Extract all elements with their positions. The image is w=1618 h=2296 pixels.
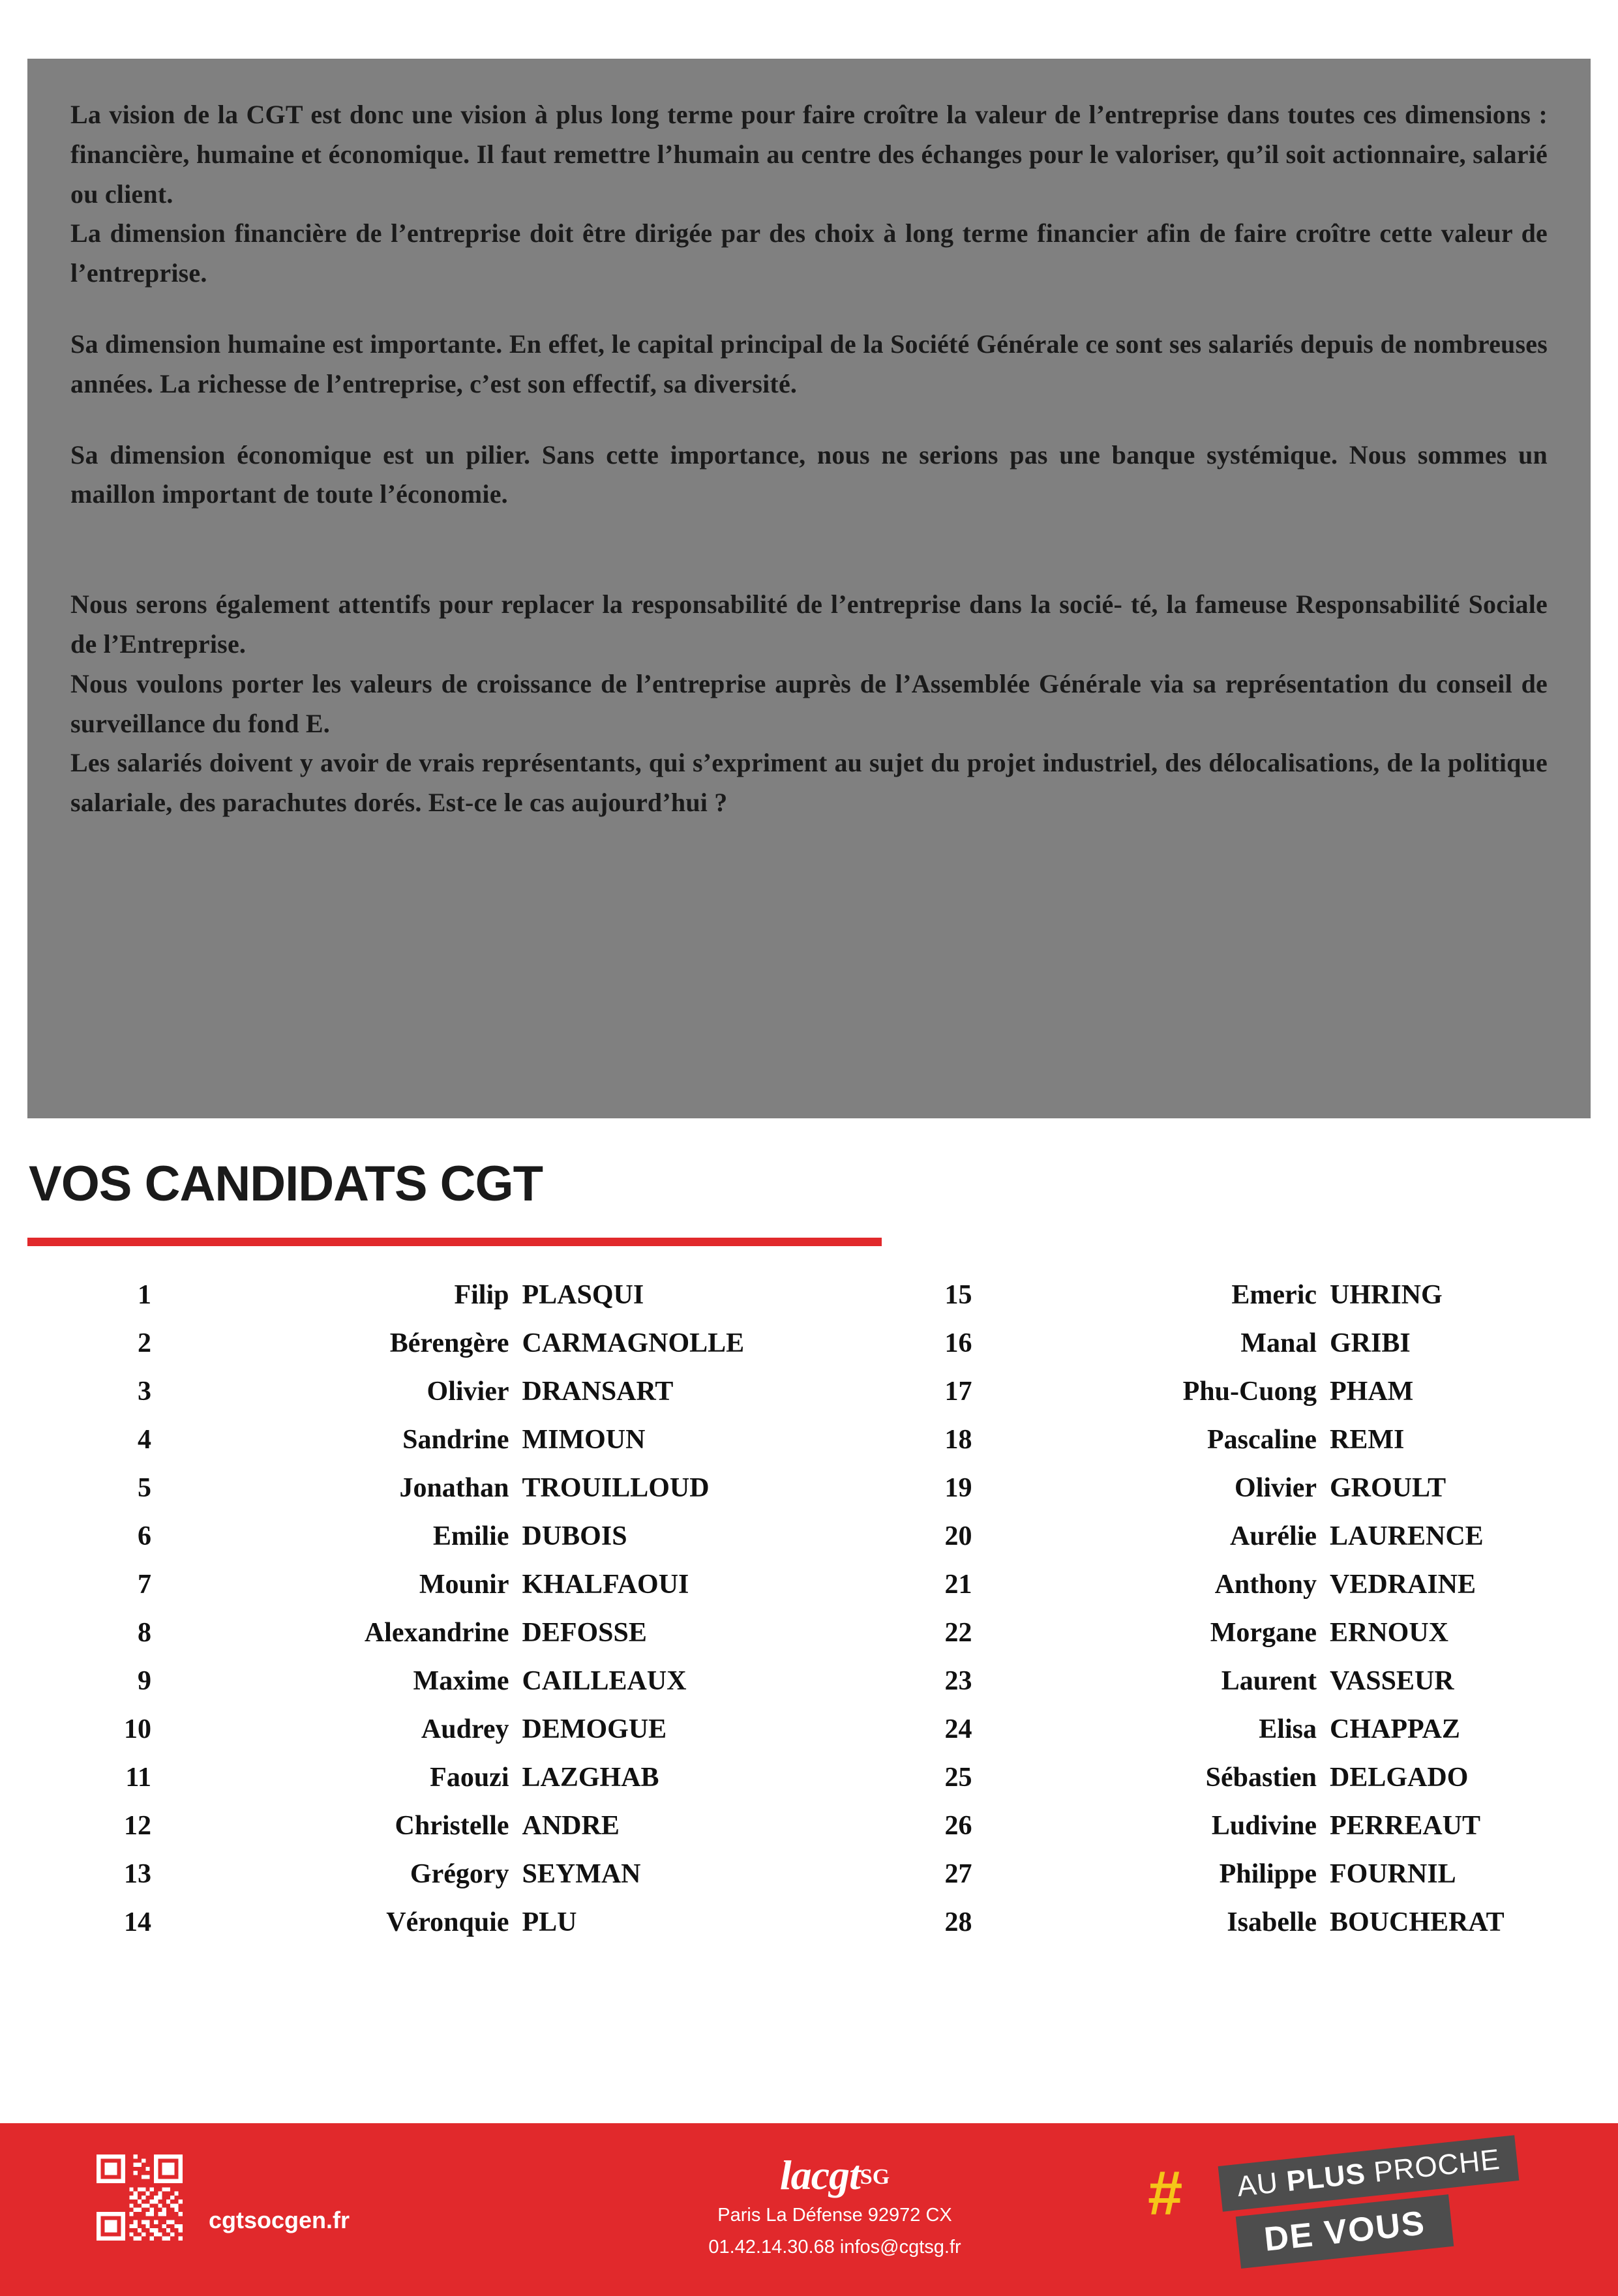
list-item bbox=[27, 1279, 809, 1328]
candidate-firstname: Grégory bbox=[410, 1859, 509, 1889]
candidate-lastname: GROULT bbox=[1330, 1473, 1446, 1503]
candidate-firstname: Emilie bbox=[432, 1521, 509, 1551]
candidate-number: 10 bbox=[124, 1714, 151, 1744]
candidate-firstname: Manal bbox=[1240, 1328, 1317, 1358]
candidate-lastname: LAZGHAB bbox=[522, 1763, 659, 1793]
candidate-number: 9 bbox=[138, 1666, 151, 1696]
candidate-number: 20 bbox=[944, 1521, 972, 1551]
list-item bbox=[27, 1472, 809, 1521]
list-item bbox=[809, 1472, 1591, 1521]
candidate-number: 11 bbox=[125, 1763, 151, 1793]
list-item bbox=[809, 1714, 1591, 1762]
candidate-firstname: Emeric bbox=[1231, 1280, 1317, 1310]
intro-paragraph-5: Nous serons également attentifs pour replacer la responsabilité de l’entreprise dans la socié- té, la fameuse Responsabilité Sociale de l’Entreprise. bbox=[70, 589, 1548, 659]
list-item bbox=[27, 1810, 809, 1858]
candidate-lastname: DEMOGUE bbox=[522, 1714, 667, 1744]
list-item bbox=[27, 1858, 809, 1907]
list-item bbox=[27, 1617, 809, 1665]
list-item bbox=[809, 1810, 1591, 1858]
list-item bbox=[809, 1762, 1591, 1810]
intro-text-block bbox=[27, 59, 1591, 1118]
list-item bbox=[809, 1858, 1591, 1907]
candidate-lastname: CARMAGNOLLE bbox=[522, 1328, 745, 1358]
candidate-lastname: FOURNIL bbox=[1330, 1859, 1456, 1889]
candidate-number: 8 bbox=[138, 1618, 151, 1648]
footer-contact[interactable]: 01.42.14.30.68 infos@cgtsg.fr bbox=[708, 2237, 961, 2258]
slogan-proche: PROCHE bbox=[1364, 2143, 1502, 2190]
list-item bbox=[809, 1569, 1591, 1617]
candidate-lastname: DEFOSSE bbox=[522, 1618, 647, 1648]
list-item bbox=[809, 1424, 1591, 1472]
candidate-firstname: Véronquie bbox=[386, 1907, 509, 1937]
candidate-number: 6 bbox=[138, 1521, 151, 1551]
paragraph-spacer bbox=[70, 514, 1548, 585]
candidate-firstname: Elisa bbox=[1259, 1714, 1317, 1744]
candidate-firstname: Laurent bbox=[1221, 1666, 1317, 1696]
candidate-number: 23 bbox=[944, 1666, 972, 1696]
candidate-lastname: TROUILLOUD bbox=[522, 1473, 710, 1503]
candidate-lastname: PLASQUI bbox=[522, 1280, 644, 1310]
slogan-line-1 bbox=[1218, 2135, 1520, 2211]
logo-cgt-text: cgt bbox=[811, 2152, 860, 2198]
candidate-number: 28 bbox=[944, 1907, 972, 1937]
candidate-number: 4 bbox=[138, 1425, 151, 1455]
candidate-firstname: Bérengère bbox=[389, 1328, 509, 1358]
candidate-firstname: Sandrine bbox=[402, 1425, 509, 1455]
intro-paragraph-4: Sa dimension économique est un pilier. Sans cette importance, nous ne serions pas une banque systémique. Nous sommes un maillon important de toute l’économie. bbox=[70, 440, 1548, 509]
hashtag-icon: # bbox=[1148, 2158, 1183, 2228]
candidates-list bbox=[27, 1279, 1591, 1955]
candidate-firstname: Philippe bbox=[1219, 1859, 1317, 1889]
intro-paragraph-1: La vision de la CGT est donc une vision à plus long terme pour faire croître la valeur de l’entreprise dans toutes ces dimensions : financière, humaine et économique. Il faut remettre l’humain au centre des échanges pour le valoriser, qu’il soit actionnaire, salarié ou client. bbox=[70, 100, 1548, 209]
intro-paragraph-7: Les salariés doivent y avoir de vrais représentants, qui s’expriment au sujet du projet industriel, des délocalisations, de la politique salariale, des parachutes dorés. Est-ce le cas aujourd’hui ? bbox=[70, 748, 1548, 818]
candidate-number: 13 bbox=[124, 1859, 151, 1889]
candidate-lastname: DELGADO bbox=[1330, 1763, 1469, 1793]
footer-website-link[interactable]: cgtsocgen.fr bbox=[209, 2207, 350, 2233]
qr-code-icon[interactable] bbox=[97, 2154, 183, 2241]
candidate-lastname: PERREAUT bbox=[1330, 1811, 1481, 1841]
candidate-firstname: Mounir bbox=[419, 1570, 509, 1600]
candidate-number: 5 bbox=[138, 1473, 151, 1503]
candidate-firstname: Aurélie bbox=[1230, 1521, 1317, 1551]
footer-address: Paris La Défense 92972 CX bbox=[717, 2205, 952, 2226]
candidate-lastname: VASSEUR bbox=[1330, 1666, 1454, 1696]
cgt-logo bbox=[607, 2154, 1063, 2196]
candidate-lastname: LAURENCE bbox=[1330, 1521, 1484, 1551]
list-item bbox=[809, 1328, 1591, 1376]
candidate-firstname: Olivier bbox=[1235, 1473, 1317, 1503]
candidate-lastname: CAILLEAUX bbox=[522, 1666, 687, 1696]
candidate-number: 22 bbox=[944, 1618, 972, 1648]
list-item bbox=[27, 1569, 809, 1617]
candidate-lastname: MIMOUN bbox=[522, 1425, 646, 1455]
candidate-firstname: Audrey bbox=[421, 1714, 509, 1744]
candidate-lastname: REMI bbox=[1330, 1425, 1405, 1455]
candidate-number: 3 bbox=[138, 1377, 151, 1407]
list-item bbox=[27, 1376, 809, 1424]
list-item bbox=[27, 1714, 809, 1762]
candidate-lastname: ERNOUX bbox=[1330, 1618, 1449, 1648]
candidates-column-left bbox=[27, 1279, 809, 1955]
list-item bbox=[27, 1665, 809, 1714]
list-item bbox=[27, 1762, 809, 1810]
list-item bbox=[27, 1424, 809, 1472]
intro-paragraph-2: La dimension financière de l’entreprise doit être dirigée par des choix à long terme financier afin de faire croître cette valeur de l’entreprise. bbox=[70, 218, 1548, 288]
list-item bbox=[809, 1907, 1591, 1955]
list-item bbox=[27, 1521, 809, 1569]
list-item bbox=[809, 1279, 1591, 1328]
candidate-firstname: Jonathan bbox=[399, 1473, 509, 1503]
candidate-number: 24 bbox=[944, 1714, 972, 1744]
candidate-lastname: PHAM bbox=[1330, 1377, 1414, 1407]
slogan-au: AU bbox=[1235, 2166, 1289, 2203]
candidate-firstname: Olivier bbox=[427, 1377, 509, 1407]
logo-la-text: la bbox=[779, 2152, 811, 2198]
slogan-plus: PLUS bbox=[1285, 2157, 1368, 2198]
candidate-firstname: Isabelle bbox=[1227, 1907, 1317, 1937]
candidate-firstname: Anthony bbox=[1214, 1570, 1317, 1600]
candidate-lastname: GRIBI bbox=[1330, 1328, 1411, 1358]
candidate-firstname: Pascaline bbox=[1207, 1425, 1317, 1455]
candidate-number: 26 bbox=[944, 1811, 972, 1841]
logo-sg-text: SG bbox=[860, 2165, 890, 2189]
candidate-lastname: SEYMAN bbox=[522, 1859, 641, 1889]
list-item bbox=[809, 1521, 1591, 1569]
paragraph-spacer bbox=[70, 293, 1548, 325]
candidate-number: 19 bbox=[944, 1473, 972, 1503]
candidate-firstname: Filip bbox=[454, 1280, 509, 1310]
candidates-column-right bbox=[809, 1279, 1591, 1955]
candidate-number: 1 bbox=[138, 1280, 151, 1310]
candidate-firstname: Maxime bbox=[413, 1666, 509, 1696]
candidate-lastname: DUBOIS bbox=[522, 1521, 627, 1551]
candidate-firstname: Sébastien bbox=[1205, 1763, 1317, 1793]
candidate-lastname: UHRING bbox=[1330, 1280, 1443, 1310]
page-title: VOS CANDIDATS CGT bbox=[29, 1156, 543, 1212]
candidate-lastname: KHALFAOUI bbox=[522, 1570, 689, 1600]
candidate-number: 27 bbox=[944, 1859, 972, 1889]
candidate-firstname: Ludivine bbox=[1211, 1811, 1317, 1841]
intro-paragraph-6: Nous voulons porter les valeurs de croissance de l’entreprise auprès de l’Assemblée Générale via sa représentation du conseil de surveillance du fond E. bbox=[70, 668, 1548, 738]
candidate-number: 16 bbox=[944, 1328, 972, 1358]
list-item bbox=[809, 1376, 1591, 1424]
candidate-lastname: VEDRAINE bbox=[1330, 1570, 1476, 1600]
intro-paragraph-3: Sa dimension humaine est importante. En effet, le capital principal de la Société Générale ce sont ses salariés depuis de nombreuses années. La richesse de l’entreprise, c’est son effectif, sa diversité. bbox=[70, 329, 1548, 398]
candidate-lastname: PLU bbox=[522, 1907, 577, 1937]
title-underline-rule bbox=[27, 1238, 882, 1246]
candidate-lastname: BOUCHERAT bbox=[1330, 1907, 1505, 1937]
list-item bbox=[27, 1328, 809, 1376]
page-footer bbox=[0, 2123, 1618, 2296]
candidate-lastname: ANDRE bbox=[522, 1811, 620, 1841]
list-item bbox=[809, 1665, 1591, 1714]
candidate-number: 17 bbox=[944, 1377, 972, 1407]
candidate-firstname: Morgane bbox=[1210, 1618, 1317, 1648]
candidate-number: 18 bbox=[944, 1425, 972, 1455]
candidate-number: 14 bbox=[124, 1907, 151, 1937]
footer-org-info bbox=[607, 2154, 1063, 2260]
slogan-line-2: DE VOUS bbox=[1236, 2194, 1454, 2269]
list-item bbox=[809, 1617, 1591, 1665]
candidate-number: 7 bbox=[138, 1570, 151, 1600]
candidate-lastname: DRANSART bbox=[522, 1377, 674, 1407]
candidate-number: 15 bbox=[944, 1280, 972, 1310]
candidate-number: 25 bbox=[944, 1763, 972, 1793]
list-item bbox=[27, 1907, 809, 1955]
candidate-firstname: Alexandrine bbox=[364, 1618, 509, 1648]
candidate-firstname: Phu-Cuong bbox=[1182, 1377, 1317, 1407]
candidate-number: 12 bbox=[124, 1811, 151, 1841]
candidate-number: 21 bbox=[944, 1570, 972, 1600]
candidate-number: 2 bbox=[138, 1328, 151, 1358]
candidate-firstname: Christelle bbox=[395, 1811, 509, 1841]
paragraph-spacer bbox=[70, 404, 1548, 436]
candidate-firstname: Faouzi bbox=[430, 1763, 509, 1793]
candidate-lastname: CHAPPAZ bbox=[1330, 1714, 1460, 1744]
